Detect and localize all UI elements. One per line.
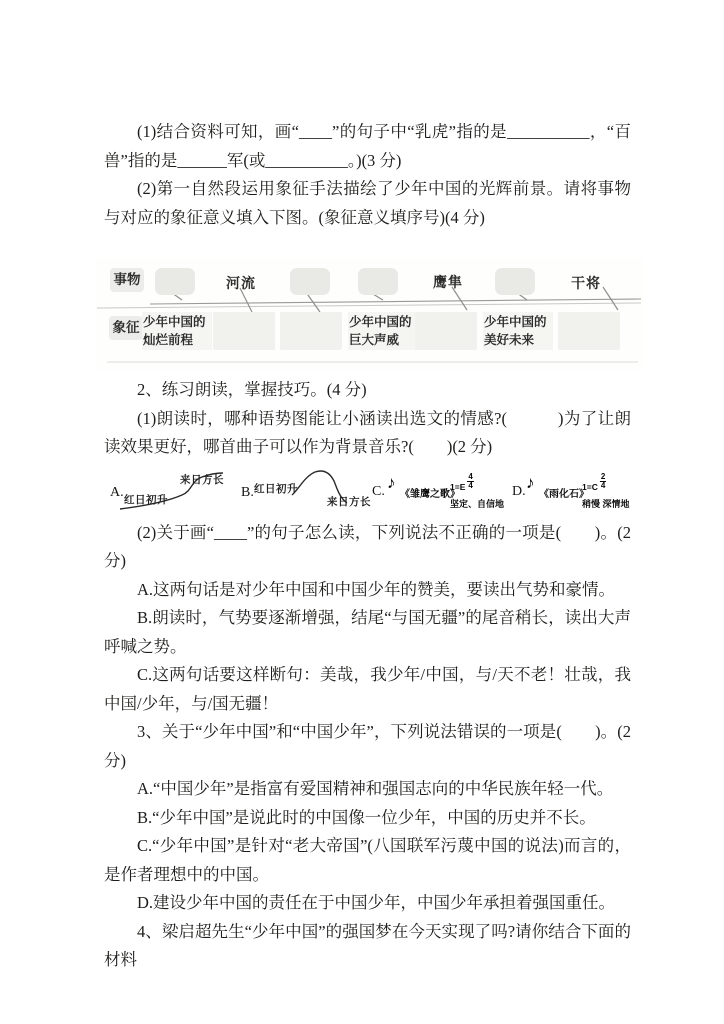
music-note-icon: ♪ — [387, 472, 396, 492]
exam-text-column — [104, 118, 631, 975]
music-note-icon: ♪ — [526, 472, 535, 492]
thing-blank-box-4 — [495, 268, 535, 295]
diagram-row-label-symbols: 象征 — [109, 316, 143, 340]
q2-sub2-option-c: C.这两句话要这样断句：美哉，我少年/中国，与/天不老！壮哉，我中国/少年，与/国无疆！ — [104, 665, 631, 713]
thing-item-falcon: 鹰隼 — [433, 276, 463, 291]
symbol-text-bright-future: 少年中国的 灿烂前程 — [142, 312, 212, 350]
symbol-blank-box-2 — [213, 312, 275, 350]
key-signature-d: 1=C $\frac{2}{4}$ — [582, 471, 606, 492]
song-title-d: 《雨化石》 — [539, 488, 589, 500]
option-d-music: D. ♪ 《雨化石》 1=C $\frac{2}{4}$ 稍慢 深情地 — [508, 465, 630, 515]
thing-blank-box-3 — [358, 268, 398, 295]
q2-sub2-option-a: A.这两句话是对少年中国和中国少年的赞美，要读出气势和豪情。 — [137, 579, 616, 599]
time-signature-d: $\frac{2}{4}$ — [600, 471, 606, 490]
q2-sub2-text: (2)关于画“____”的句子怎么读，下列说法不正确的一项是( )。(2 分) — [104, 522, 631, 570]
thing-item-river: 河流 — [226, 277, 256, 292]
q2-heading: 2、练习朗读，掌握技巧。(4 分) — [137, 380, 367, 399]
q2-sub2-option-b: B.朗读时，气势要逐渐增强，结尾“与国无疆”的尾音稍长，读出大声呼喊之势。 — [104, 608, 631, 656]
symbol-blank-box-3 — [280, 312, 342, 350]
q3-option-b: B.“少年中国”是说此时的中国像一位少年，中国的历史并不长。 — [137, 807, 596, 827]
option-c-music: C. ♪ 《雏鹰之歌》 1=E $\frac{4}{4}$ 坚定、自信地 — [370, 465, 504, 515]
performance-style-c: 坚定、自信地 — [450, 498, 505, 509]
time-signature-c: $\frac{4}{4}$ — [468, 471, 473, 490]
symbolism-diagram — [95, 258, 643, 370]
q3-option-a: A.“中国少年”是指富有爱国精神和强国志向的中华民族年轻一代。 — [137, 779, 614, 798]
q4-heading: 4、梁启超先生“少年中国”的强国梦在今天实现了吗?请你结合下面的材料 — [104, 921, 631, 969]
option-b-intonation: B. 红日初升 来日方长 — [237, 465, 369, 515]
thing-item-sword: 干将 — [571, 277, 601, 292]
symbol-text-great-prestige: 少年中国的 巨大声威 — [348, 312, 418, 350]
q2-sub1-text: (1)朗读时，哪种语势图能让小涵读出选文的情感?( )为了让朗读效果更好，哪首曲子可以作为背景音乐?( )(2 分) — [104, 408, 631, 456]
option-a-intonation: A. 红日初升 来日方长 — [108, 465, 236, 515]
q3-heading: 3、关于“少年中国”和“中国少年”，下列说法错误的一项是( )。(2分) — [104, 722, 631, 770]
symbol-text-beautiful-tomorrow: 少年中国的 美好未来 — [483, 312, 553, 350]
q1-sub2-text: (2)第一自然段运用象征手法描绘了少年中国的光辉前景。请将事物与对应的象征意义填入下图。(象征意义填序号)(4 分) — [104, 179, 631, 227]
q2-sub1-options-row — [104, 465, 631, 515]
key-signature-c: 1=E $\frac{4}{4}$ — [450, 471, 473, 492]
diagram-row-label-things: 事物 — [110, 268, 144, 292]
q1-sub1-text: (1)结合资料可知，画“____”的句子中“乳虎”指的是__________，“百兽”指的是______军(或__________。)(3 分) — [104, 122, 631, 170]
symbol-blank-box-7 — [558, 312, 620, 350]
song-title-c: 《雏鹰之歌》 — [400, 488, 460, 500]
q3-option-c: C.“少年中国”是针对“老大帝国”(八国联军污蔑中国的说法)而言的，是作者理想中的中国。 — [104, 836, 631, 884]
symbol-blank-box-5 — [415, 312, 477, 350]
thing-blank-box-2 — [290, 268, 330, 295]
q3-option-d: D.建设少年中国的责任在于中国少年，中国少年承担着强国重任。 — [137, 893, 616, 912]
performance-style-d: 稍慢 深情地 — [582, 498, 630, 509]
thing-blank-box-1 — [155, 268, 195, 295]
